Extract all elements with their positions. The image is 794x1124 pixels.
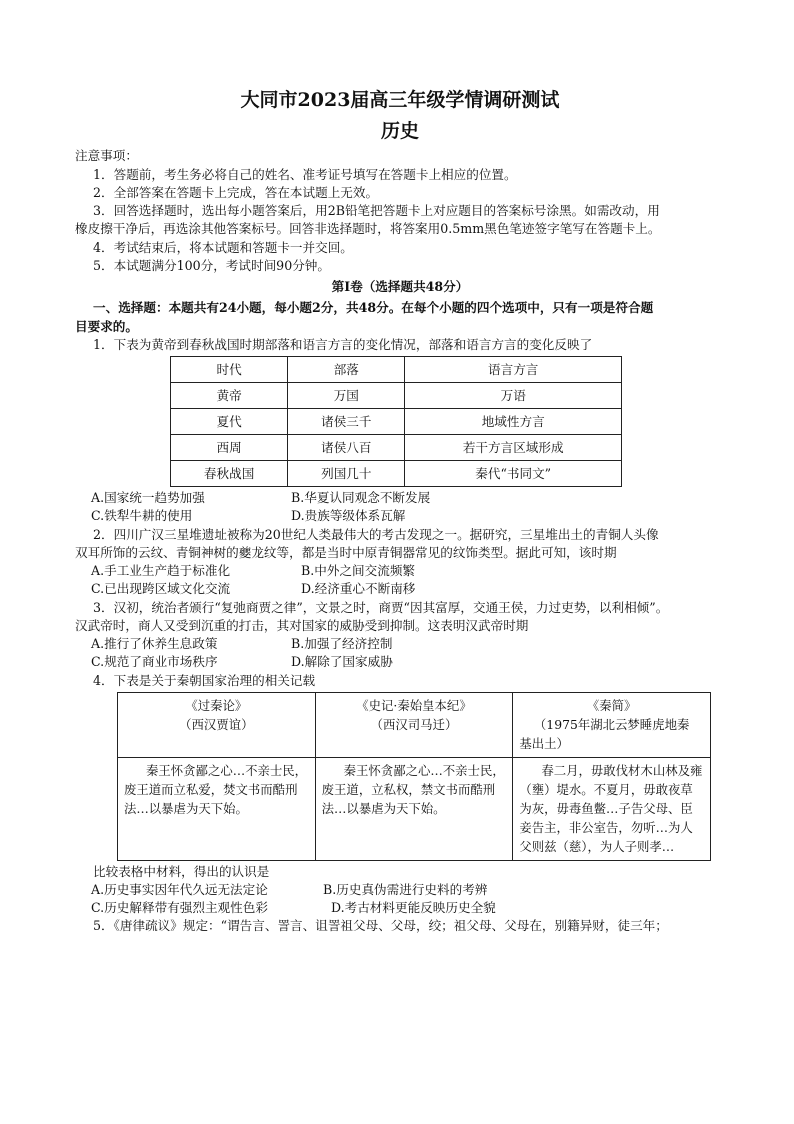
q3-stem: 3．汉初，统治者颁行“复弛商贾之律”，文景之时，商贾“因其富厚，交通王侯，力过吏势，以利相倾”。 [93, 599, 669, 615]
table-cell: 秦代“书同文” [405, 461, 622, 487]
table-header-cell: 时代 [171, 357, 288, 383]
table-cell: 秦王怀贪鄙之心…不亲士民，废王道而立私爱，焚文书而酷刑法…以暴虐为天下始。 [118, 757, 316, 860]
q2-options-row-2 [75, 580, 725, 598]
notes-section [75, 147, 725, 275]
note-item-4: 4．考试结束后，将本试题和答题卡一并交回。 [93, 239, 353, 255]
table-cell: 万语 [405, 383, 622, 409]
table-cell: 万国 [288, 383, 405, 409]
q5-stem: 5．《唐律疏议》规定：“谓告言、詈言、诅詈祖父母、父母，绞；祖父母、父母在，别籍异财，徒三年； [93, 918, 668, 934]
table-cell: 列国几十 [288, 461, 405, 487]
table-row [118, 757, 711, 860]
q3-options-row-1 [75, 635, 725, 653]
q4-option-b: B.历史真伪需进行史料的考辨 [323, 881, 488, 897]
part1-instruction: 一、选择题：本题共有24小题，每小题2分，共48分。在每个小题的四个选项中，只有一项是符合题 [93, 300, 654, 316]
table-cell: 诸侯三千 [288, 409, 405, 435]
q2-option-d: D.经济重心不断南移 [301, 581, 416, 597]
table-header-cell: 部落 [288, 357, 405, 383]
note-item-3-cont: 橡皮擦干净后，再选涂其他答案标号。回答非选择题时，将答案用0.5mm黑色笔迹签字笔写在答题卡上。 [75, 221, 661, 237]
q4-options-row-1 [75, 881, 725, 899]
q1-option-d: D.贵族等级体系瓦解 [291, 508, 406, 524]
note-item-5: 5．本试题满分100分，考试时间90分钟。 [93, 257, 330, 273]
table-cell: 若干方言区域形成 [405, 435, 622, 461]
q4-option-d: D.考古材料更能反映历史全貌 [331, 900, 496, 916]
exam-title: 大同市2023届高三年级学情调研测试 [240, 89, 560, 111]
table-cell: 西周 [171, 435, 288, 461]
q2-option-a: A.手工业生产趋于标准化 [91, 563, 231, 579]
source-title: 《过秦论》 [185, 697, 248, 713]
source-title: 《史记·秦始皇本纪》 [356, 697, 472, 713]
notes-heading: 注意事项： [75, 148, 138, 164]
table-cell: 夏代 [171, 409, 288, 435]
q3-option-b: B.加强了经济控制 [291, 636, 393, 652]
part1-heading: 第Ⅰ卷（选择题共48分） [331, 279, 469, 295]
q3-option-d: D.解除了国家威胁 [291, 654, 393, 670]
table-cell: 黄帝 [171, 383, 288, 409]
q3-option-c: C.规范了商业市场秩序 [91, 654, 218, 670]
q3-option-a: A.推行了休养生息政策 [91, 636, 218, 652]
part1-instruction-cont: 目要求的。 [75, 318, 138, 334]
exam-page [75, 88, 725, 936]
source-author: （1975年湖北云梦睡虎地秦 [533, 717, 690, 733]
source-author: （西汉贾谊） [179, 717, 254, 733]
table-header-cell [315, 692, 513, 757]
table-cell: 春二月，毋敢伐材木山林及雍（壅）堤水。不夏月，毋敢夜草为灰，毋毒鱼鳖…子告父母、臣妾告主，非公室告，勿听…为人父则兹（慈），为人子则孝… [513, 757, 711, 860]
q2-stem-cont: 双耳所饰的云纹、青铜神树的夔龙纹等，都是当时中原青铜器常见的纹饰类型。据此可知，该时期 [75, 544, 617, 560]
table-cell: 地域性方言 [405, 409, 622, 435]
note-item-1: 1．答题前，考生务必将自己的姓名、准考证号填写在答题卡上相应的位置。 [93, 166, 517, 182]
q1-table [170, 356, 622, 487]
table-cell: 春秋战国 [171, 461, 288, 487]
q3-stem-cont: 汉武帝时，商人又受到沉重的打击，其对国家的威胁受到抑制。这表明汉武帝时期 [75, 617, 529, 633]
table-cell: 秦王怀贪鄙之心…不亲士民，废王道，立私权，禁文书而酷刑法…以暴虐为天下始。 [315, 757, 513, 860]
q2-option-c: C.已出现跨区域文化交流 [91, 581, 231, 597]
q1-options-row-2 [75, 507, 725, 525]
note-item-2: 2．全部答案在答题卡上完成，答在本试题上无效。 [93, 184, 379, 200]
q4-option-c: C.历史解释带有强烈主观性色彩 [91, 900, 268, 916]
table-row [171, 383, 622, 409]
table-header-cell [513, 692, 711, 757]
q2-stem: 2．四川广汉三星堆遗址被称为20世纪人类最伟大的考古发现之一。据研究，三星堆出土的青铜人头像 [93, 526, 659, 542]
q1-option-c: C.铁犁牛耕的使用 [91, 508, 193, 524]
q3-options-row-2 [75, 653, 725, 671]
table-header-row [171, 357, 622, 383]
table-header-cell [118, 692, 316, 757]
q4-prompt: 比较表格中材料，得出的认识是 [93, 863, 270, 879]
q4-options-row-2 [75, 899, 725, 917]
source-title: 《秦简》 [586, 697, 637, 713]
q2-options-row-1 [75, 562, 725, 580]
table-cell: 诸侯八百 [288, 435, 405, 461]
q1-option-b: B.华夏认同观念不断发展 [291, 490, 431, 506]
source-author-cont: 基出土） [519, 736, 569, 752]
table-row [171, 435, 622, 461]
q2-option-b: B.中外之间交流频繁 [301, 563, 416, 579]
q4-stem: 4．下表是关于秦朝国家治理的相关记载 [93, 672, 316, 688]
table-header-cell: 语言方言 [405, 357, 622, 383]
q1-options-row-1 [75, 489, 725, 507]
table-row [171, 409, 622, 435]
table-row [171, 461, 622, 487]
q4-option-a: A.历史事实因年代久远无法定论 [91, 881, 268, 897]
table-header-row [118, 692, 711, 757]
q4-table [117, 692, 711, 861]
subject-title: 历史 [380, 119, 419, 142]
q1-option-a: A.国家统一趋势加强 [91, 490, 205, 506]
note-item-3: 3．回答选择题时，选出每小题答案后，用2B铅笔把答题卡上对应题目的答案标号涂黑。如需改动，用 [93, 203, 660, 219]
source-author: （西汉司马迁） [370, 717, 458, 733]
q1-stem: 1．下表为黄帝到春秋战国时期部落和语言方言的变化情况，部落和语言方言的变化反映了 [93, 336, 593, 352]
